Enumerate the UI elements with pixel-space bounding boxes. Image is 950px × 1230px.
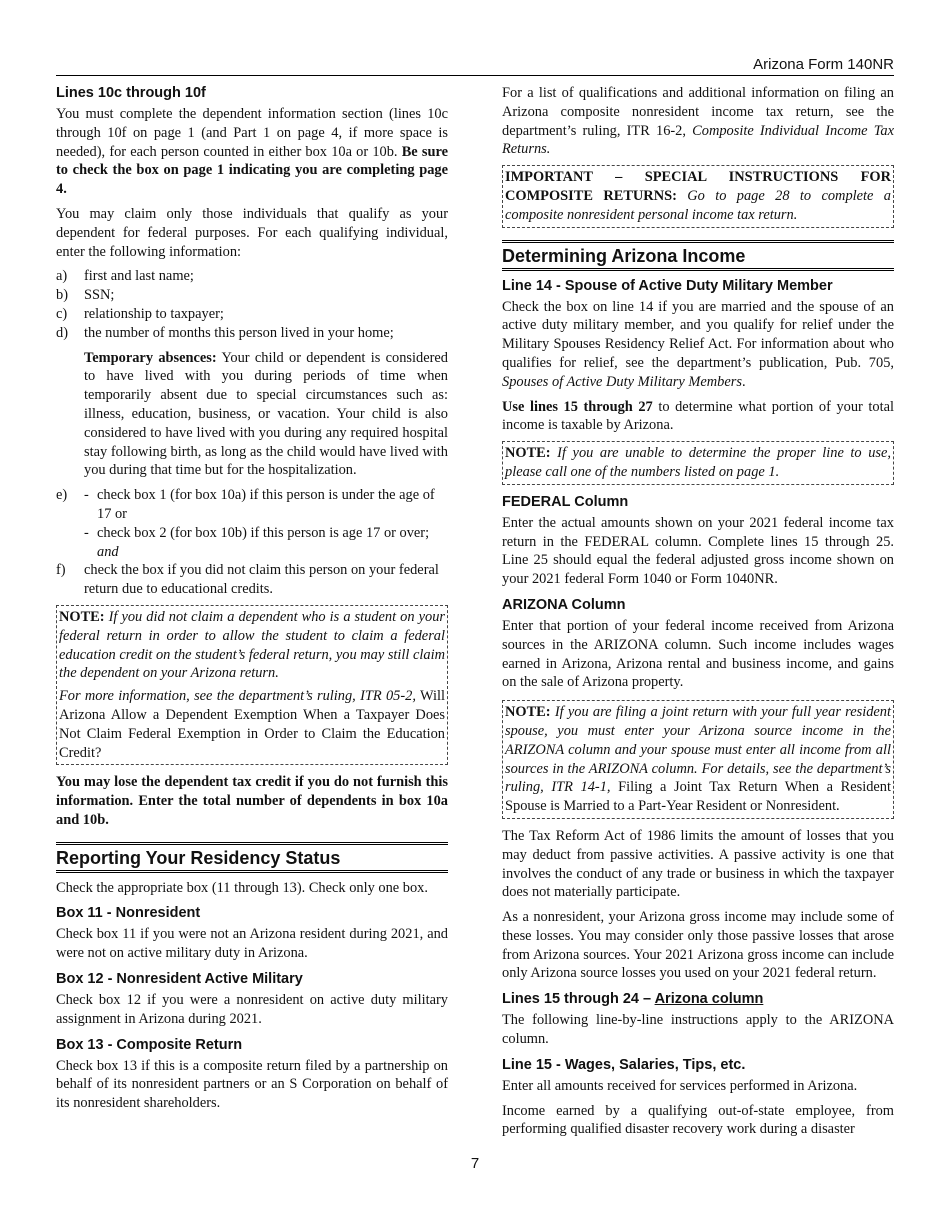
important-text: Go to page 28 to complete a composite nonresident personal income tax return. — [505, 187, 891, 223]
completing-page4-notice: Be sure to check the box on page 1 indicating you are completing page 4. — [56, 143, 448, 198]
list-marker: f) — [56, 562, 66, 579]
composite-ruling-title: Composite Individual Income Tax Returns. — [502, 122, 894, 158]
note-label: NOTE: — [505, 445, 551, 462]
arizona-column-heading: ARIZONA Column — [502, 596, 626, 613]
dependent-credit-warning-text: You may lose the dependent tax credit if you do not furnish this information. Enter the total number of dependents in box 10a and 10b. — [56, 774, 448, 828]
list-item — [56, 267, 448, 286]
list-item-text: check the box if you did not claim this person on your federal return due to educational credits. — [84, 562, 439, 598]
lines-15-24-label: Lines 15 through 24 – — [502, 991, 652, 1008]
box13-heading: Box 13 - Composite Return — [56, 1036, 243, 1053]
dependent-info-list-continued — [56, 486, 448, 599]
line15-text2: Income earned by a qualifying out-of-state employee, from performing qualified disaster recovery work during a disaster — [502, 1102, 894, 1138]
itr-05-2-reference — [59, 687, 445, 762]
line14-text: Check the box on line 14 if you are married and the spouse of an active duty military member, and you qualify for relief under the Military Spouses Residency Relief Act. For information about who qualifies for relief, see the department’s publication, Pub. 705, — [502, 298, 894, 371]
list-marker: e) — [56, 487, 68, 504]
item-e-text1: check box 1 (for box 10a) if this person is under the age of 17 or — [97, 487, 435, 522]
itr-reference-italic: For more information, see the department’s ruling, ITR 05-2, — [59, 688, 416, 705]
list-item-text: relationship to taxpayer; — [84, 305, 224, 322]
line15-heading: Line 15 - Wages, Salaries, Tips, etc. — [502, 1056, 746, 1073]
education-credit-note — [59, 608, 445, 683]
line14-heading: Line 14 - Spouse of Active Duty Military Member — [502, 277, 833, 294]
page-number: 7 — [470, 1155, 480, 1172]
composite-intro-paragraph — [502, 84, 894, 159]
box12-text: Check box 12 if you were a nonresident on active duty military assignment in Arizona during 2021. — [56, 992, 448, 1027]
joint-return-note-box — [502, 700, 894, 819]
box11-text: Check box 11 if you were not an Arizona resident during 2021, and were not on active military duty in Arizona. — [56, 926, 448, 962]
header-rule — [56, 75, 894, 76]
dependent-info-paragraph — [56, 105, 448, 199]
list-item — [56, 305, 448, 324]
proper-line-note — [505, 444, 891, 482]
temporary-absences-paragraph — [56, 349, 448, 481]
joint-return-italic: If you are filing a joint return with your full year resident spouse, you must enter your Arizona source income in the ARIZONA column and your spouse must enter all income from all sources in the ARIZONA column. For details, see the department’s ruling, ITR 14-1, — [505, 704, 892, 796]
list-marker: b) — [56, 287, 68, 304]
left-column — [56, 84, 448, 1119]
box11-heading: Box 11 - Nonresident — [56, 905, 201, 922]
use-lines-paragraph — [502, 398, 894, 436]
line15-text1: Enter all amounts received for services performed in Arizona. — [502, 1077, 858, 1094]
education-credit-note-box — [56, 605, 448, 765]
item-e-and: and — [97, 543, 119, 560]
temporary-absences-label: Temporary absences: — [84, 349, 217, 366]
note-label: NOTE: — [505, 704, 551, 721]
box12-heading: Box 12 - Nonresident Active Military — [56, 971, 303, 988]
lines-15-24-heading — [502, 990, 894, 1008]
note-text: If you are unable to determine the proper line to use, please call one of the numbers listed on page 1. — [505, 445, 891, 480]
residency-status-heading: Reporting Your Residency Status — [56, 842, 448, 873]
proper-line-note-box — [502, 441, 894, 485]
line14-paragraph: Check the box on line 14 if you are married and the spouse of an active duty military member, and you qualify for relief under the Military Spouses Residency Relief Act. For information about who qualifies for relief, see the department’s publication, Pub. 705, Spouses of Active Duty Military Members. — [502, 298, 894, 390]
box13-text: Check box 13 if this is a composite return filed by a partnership on behalf of its nonresident partners or an S Corporation on behalf of its nonresident shareholders. — [56, 1057, 448, 1112]
federal-column-heading: FEDERAL Column — [502, 493, 629, 510]
list-item — [56, 286, 448, 305]
federal-column-text: Enter the actual amounts shown on your 2021 federal income tax return in the FEDERAL column. Complete lines 15 through 25. Line 25 should equal the federal adjusted gross income shown on your 2021 federal Form 1040 or Form 1040NR. — [502, 514, 894, 588]
important-composite-note — [505, 168, 891, 224]
use-lines-bold: Use lines 15 through 27 — [502, 398, 653, 415]
lines-10c-heading: Lines 10c through 10f — [56, 85, 206, 101]
qualify-paragraph: You may claim only those individuals that qualify as your dependent for federal purposes. For each qualifying individual, enter the following information: — [56, 205, 448, 260]
list-item — [56, 486, 448, 561]
list-marker: d) — [56, 324, 68, 341]
item-e-text2: check box 2 (for box 10b) if this person is age 17 or over; — [97, 524, 430, 541]
residency-intro: Check the appropriate box (11 through 13). Check only one box. — [56, 879, 428, 896]
list-item-text: first and last name; — [84, 268, 194, 285]
dependent-info-list — [56, 267, 448, 342]
important-label: IMPORTANT – SPECIAL INSTRUCTIONS FOR COMPOSITE RETURNS: — [505, 169, 891, 204]
nonresident-losses-paragraph: As a nonresident, your Arizona gross income may include some of these losses. You may consider only those passive losses that arose from Arizona sources. Your 2021 Arizona gross income can include only Arizona source losses you used on your 2021 federal return. — [502, 909, 894, 982]
itr-reference-title: Will Arizona Allow a Dependent Exemption When a Taxpayer Does Not Claim Federal Exemption in Order to Claim the Education Credit? — [59, 688, 445, 761]
use-lines-text: to determine what portion of your total income is taxable by Arizona. — [502, 398, 894, 434]
list-item-text: the number of months this person lived in your home; — [84, 324, 394, 341]
note-text: If you did not claim a dependent who is a student on your federal return in order to allow the student to claim a federal education credit on the student’s federal return, you may still claim the dependent on your Arizona return. — [59, 608, 445, 682]
dependent-credit-warning — [56, 773, 448, 829]
list-marker: a) — [56, 268, 68, 285]
important-composite-box — [502, 165, 894, 227]
tax-reform-paragraph: The Tax Reform Act of 1986 limits the amount of losses that you may deduct from passive activities. A passive activity is one that involves the conduct of any trade or business in which the taxpayer does not materially participate. — [502, 827, 894, 901]
right-column — [502, 84, 894, 1145]
composite-intro-text: For a list of qualifications and additional information on filing an Arizona composite nonresident income tax return, see the department’s ruling, ITR 16-2, — [502, 85, 894, 139]
lines-15-24-text: The following line-by-line instructions apply to the ARIZONA column. — [502, 1012, 894, 1048]
arizona-column-underlined: Arizona column — [654, 991, 764, 1008]
list-item-text: SSN; — [84, 287, 115, 304]
joint-return-ruling-title: Filing a Joint Tax Return When a Resident Spouse is Married to a Part-Year Resident or Nonresident. — [505, 779, 891, 815]
joint-return-note — [505, 703, 891, 816]
dependent-info-text: You must complete the dependent information section (lines 10c through 10f on page 1 (and Part 1 on page 4, if more space is needed), for each person counted in either box 10a or 10b. — [56, 106, 448, 160]
note-label: NOTE: — [59, 608, 105, 625]
arizona-column-text: Enter that portion of your federal income received from Arizona sources in the ARIZONA column. Such income includes wages earned in Arizona, Arizona rental and business income, and gains on the sale of Arizona property. — [502, 617, 894, 691]
item-e-line1: e) - check box 1 (for box 10a) if this person is under the age of 17 or — [56, 487, 435, 522]
list-marker: c) — [56, 305, 68, 322]
form-title: Arizona Form 140NR — [753, 56, 894, 73]
line14-publication: Spouses of Active Duty Military Members — [502, 373, 742, 390]
list-item — [56, 324, 448, 343]
determining-income-heading: Determining Arizona Income — [502, 240, 894, 271]
item-e-line2: - check box 2 (for box 10b) if this person is age 17 or over; and — [84, 524, 430, 560]
temporary-absences-text: Your child or dependent is considered to have lived with you during periods of time when temporarily absent due to special circumstances such as: illness, education, business, or vacation. Your child is also considered to have lived with you during any required hospital stay following birth, as long as the child would have lived with you during that time but for the hospitalization. — [84, 349, 448, 479]
list-item — [56, 561, 448, 599]
